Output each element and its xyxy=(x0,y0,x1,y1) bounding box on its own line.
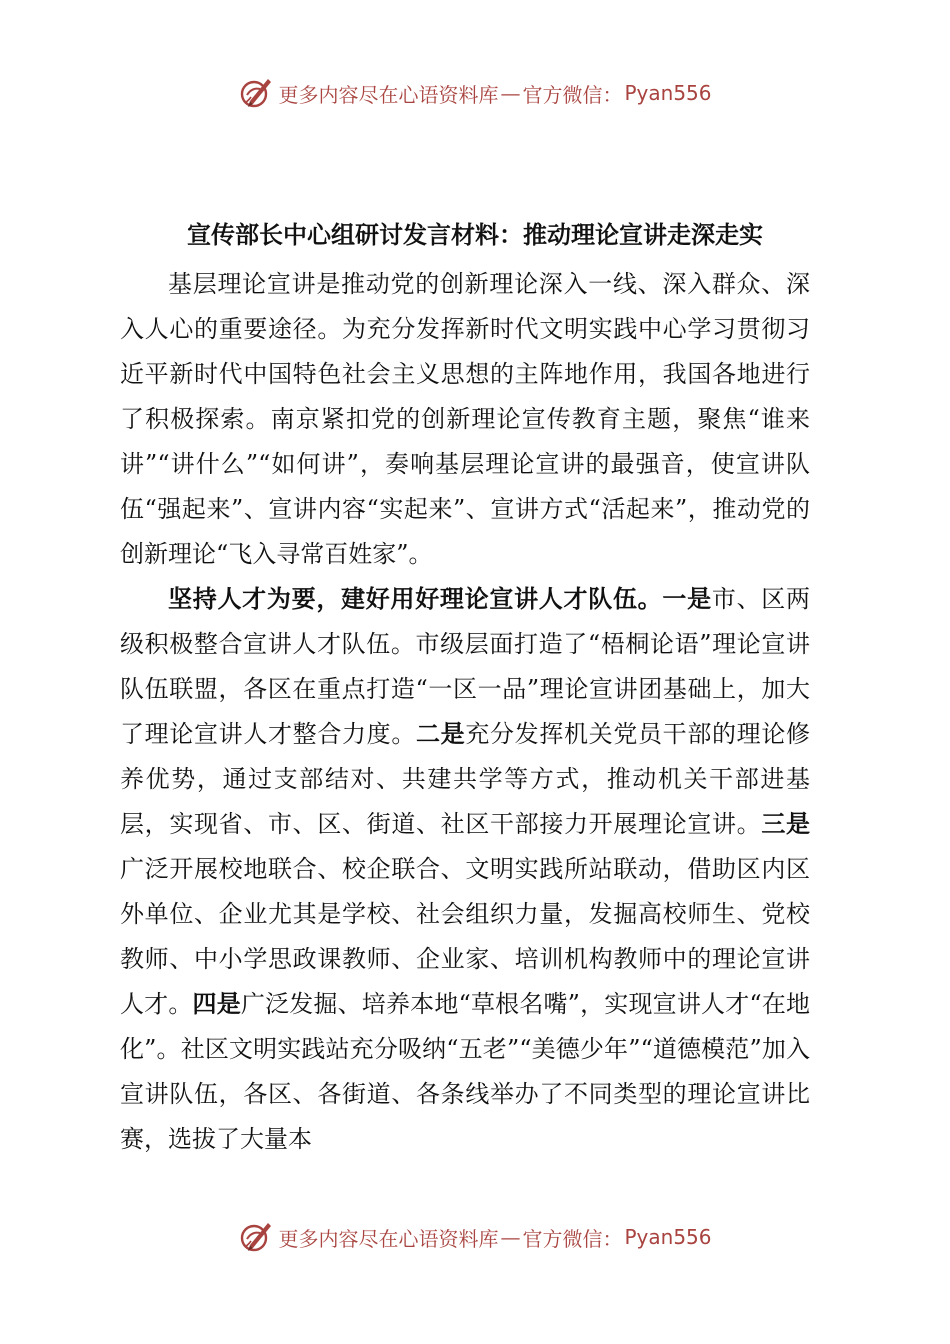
pen-logo-icon xyxy=(238,75,274,111)
item-text-2: 充分发挥机关党员干部的理论修养优势，通过支部结对、共建共学等方式，推动机关干部进基层，实现省、市、区、街道、社区干部接力开展理论宣讲。 xyxy=(120,720,811,838)
pen-logo-icon xyxy=(238,1219,274,1255)
paragraph-talent xyxy=(120,577,810,1162)
item-text-1: 市、区两级积极整合宣讲人才队伍。市级层面打造了“梧桐论语”理论宣讲队伍联盟，各区在重点打造“一区一品”理论宣讲团基础上，加大了理论宣讲人才整合力度。 xyxy=(120,585,811,748)
item-text-4: 广泛发掘、培养本地“草根名嘴”，实现宣讲人才“在地化”。社区文明实践站充分吸纳“五老”“美德少年”“道德模范”加入宣讲队伍，各区、各街道、各条线举办了不同类型的理论宣讲比赛，选拔了大量本 xyxy=(120,990,811,1153)
watermark-text: 更多内容尽在心语资料库 xyxy=(278,82,499,107)
watermark-wechat-label: 官方微信： xyxy=(522,82,623,107)
paragraph-intro: 基层理论宣讲是推动党的创新理论深入一线、深入群众、深入人心的重要途径。为充分发挥新时代文明实践中心学习贯彻习近平新时代中国特色社会主义思想的主阵地作用，我国各地进行了积极探索。南京紧扣党的创新理论宣传教育主题，聚焦“谁来讲”“讲什么”“如何讲”，奏响基层理论宣讲的最强音，使宣讲队伍“强起来”、宣讲内容“实起来”、宣讲方式“活起来”，推动党的创新理论“飞入寻常百姓家”。 xyxy=(120,270,810,568)
watermark-separator: — xyxy=(500,1225,521,1249)
watermark-wechat-id: Pyan556 xyxy=(624,81,712,105)
footer-watermark xyxy=(0,1217,950,1257)
document-title: 宣传部长中心组研讨发言材料：推动理论宣讲走深走实 xyxy=(187,221,763,249)
item-label-2: 二是 xyxy=(416,720,466,748)
watermark-wechat-label: 官方微信： xyxy=(522,1226,623,1251)
watermark-wechat-id: Pyan556 xyxy=(624,1225,712,1249)
item-label-4: 四是 xyxy=(192,990,241,1018)
header-watermark xyxy=(0,73,950,113)
item-label-3: 三是 xyxy=(761,810,811,838)
item-text-3: 广泛开展校地联合、校企联合、文明实践所站联动，借助区内区外单位、企业尤其是学校、社会组织力量，发掘高校师生、党校教师、中小学思政课教师、企业家、培训机构教师中的理论宣讲人才。 xyxy=(120,855,810,1018)
watermark-separator: — xyxy=(500,81,521,105)
watermark-text: 更多内容尽在心语资料库 xyxy=(278,1226,499,1251)
document-body xyxy=(120,262,810,1162)
item-label-1: 一是 xyxy=(662,585,712,613)
section-heading: 坚持人才为要，建好用好理论宣讲人才队伍。 xyxy=(168,585,663,613)
